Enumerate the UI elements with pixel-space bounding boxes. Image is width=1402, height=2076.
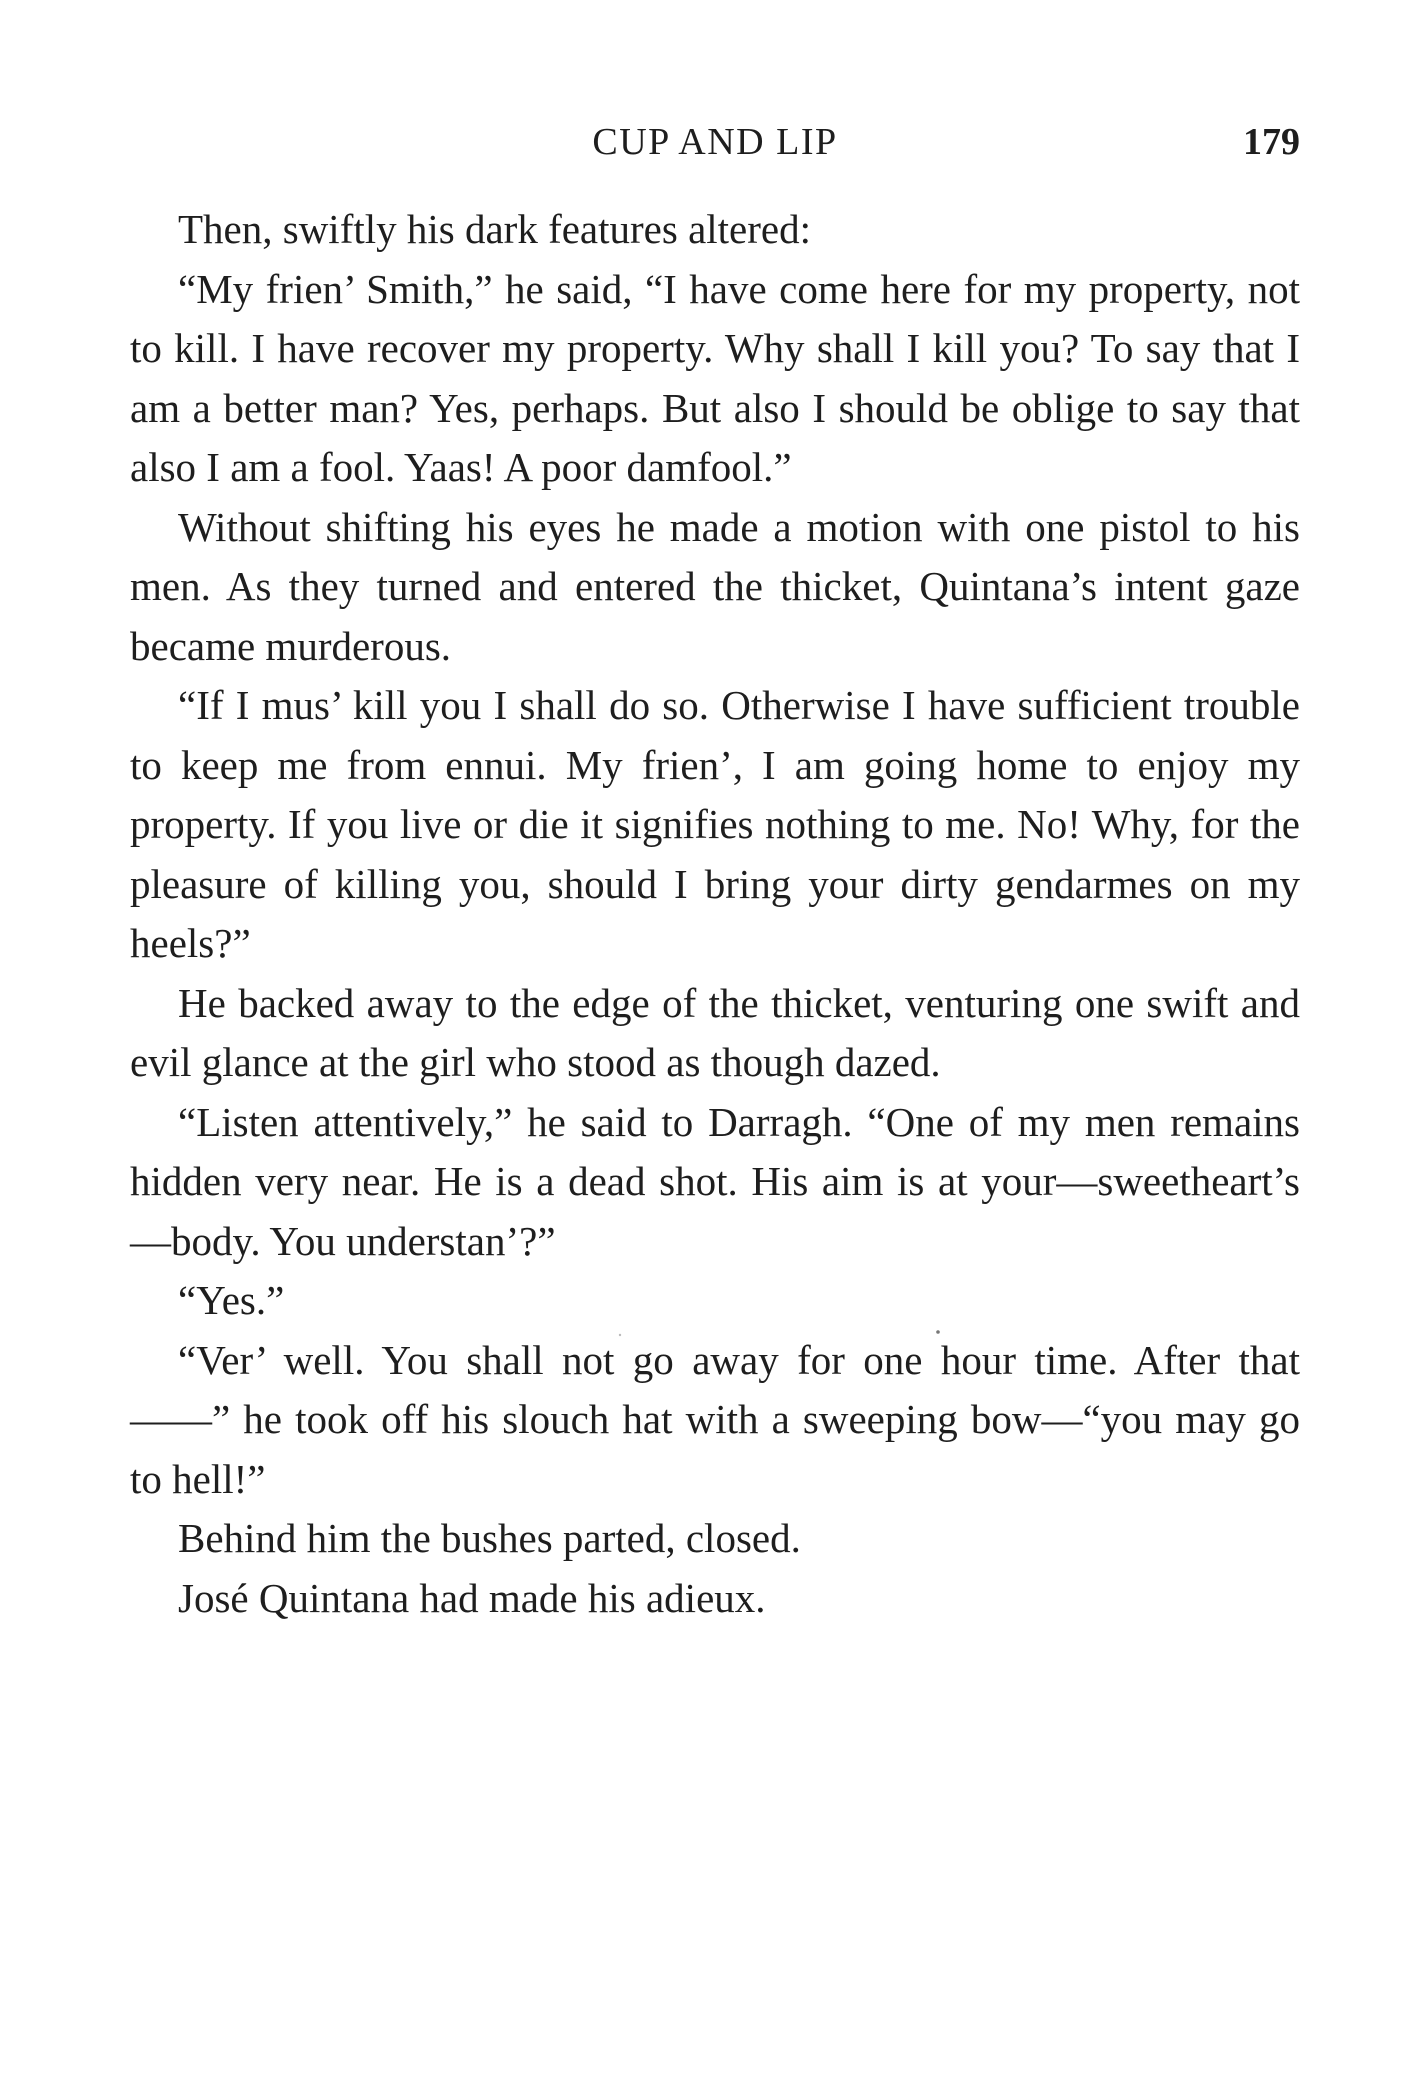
paragraph: José Quintana had made his adieux. [178,1574,766,1621]
paragraph: Without shifting his eyes he made a motion with one pistol to his men. As they turned and entered the thicket, Quintana’s intent gaze became murderous. [130,503,1300,669]
paragraph: “Ver’ well. You shall not go away for one hour time. After that——” he took off his slouch hat with a sweeping bow—“you may go to hell!” [130,1336,1300,1502]
running-title: CUP AND LIP [592,121,838,163]
running-header [130,112,1300,172]
paragraph: He backed away to the edge of the thicket, venturing one swift and evil glance at the girl who stood as though dazed. [130,979,1300,1085]
page-number: 179 [1243,121,1300,163]
paragraph: “Yes.” [178,1277,285,1323]
paragraph: “My frien’ Smith,” he said, “I have come here for my property, not to kill. I have recover my property. Why shall I kill you? To say that I am a better man? Yes, perhaps. But also I should be oblige to say that also I am a fool. Yaas! A poor damfool.” [130,265,1300,490]
paragraph: “If I mus’ kill you I shall do so. Otherwise I have sufficient trouble to keep me from ennui. My frien’, I am going home to enjoy my property. If you live or die it signifies nothing to me. No! Why, for the pleasure of killing you, should I bring your dirty gendarmes on my heels?” [130,682,1300,966]
body-text [130,200,1300,1628]
paragraph: Behind him the bushes parted, closed. [178,1515,801,1561]
paragraph: “Listen attentively,” he said to Darragh. “One of my men remains hidden very near. He is a dead shot. His aim is at your—sweetheart’s—body. You understan’?” [130,1098,1300,1264]
paragraph: Then, swiftly his dark features altered: [178,206,811,252]
